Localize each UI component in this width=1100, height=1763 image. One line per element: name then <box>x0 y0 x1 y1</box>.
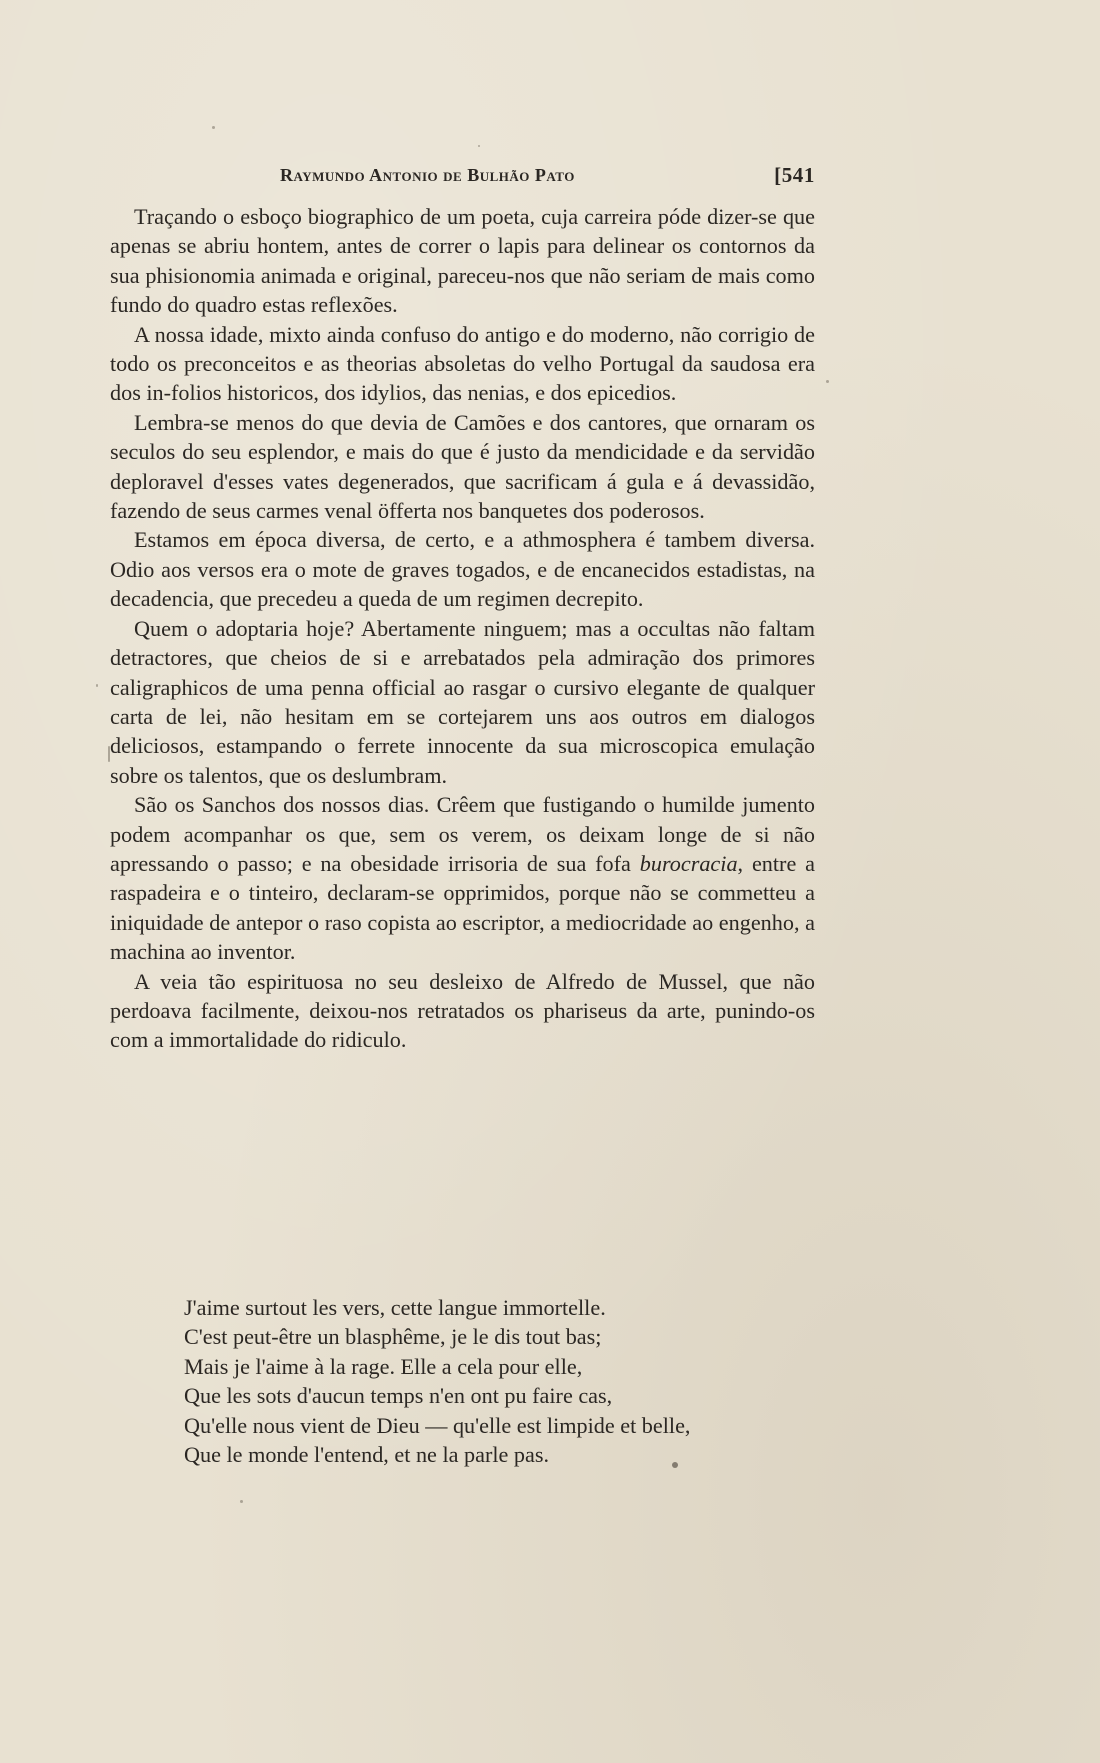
body-text <box>110 202 815 1055</box>
paragraph-text: , entre a raspadeira e o tinteiro, declaram-se opprimidos, porque não se commetteu a iniquidade de antepor o raso copista ao escriptor, a mediocridade ao engenho, a machina ao inventor. <box>110 850 816 965</box>
paragraph-text: A veia tão espirituosa no seu desleixo de Alfredo de Mussel, que não perdoava facilmente, deixou-nos retratados os phariseus da arte, punindo-os com a immortalidade do ridiculo. <box>110 968 815 1053</box>
paragraph-text: Estamos em época diversa, de certo, e a athmosphera é tambem diversa. Odio aos versos era o mote de graves togados, e de encanecidos estadistas, na decadencia, que precedeu a queda de um regimen decrepito. <box>110 527 815 612</box>
verse-line: C'est peut-être un blasphême, je le dis tout bas; <box>184 1324 602 1350</box>
paper-speck <box>212 126 215 129</box>
running-title: Raymundo Antonio de Bulhão Pato <box>280 165 575 185</box>
paper-speck <box>240 1500 243 1503</box>
verse-quotation <box>184 1293 804 1469</box>
running-header <box>110 163 815 187</box>
verse-line: J'aime surtout les vers, cette langue immortelle. <box>184 1295 606 1320</box>
page-number-value: 541 <box>781 163 815 187</box>
paper-speck <box>826 380 829 383</box>
verse-line: Mais je l'aime à la rage. Elle a cela pour elle, <box>184 1353 583 1379</box>
paragraph <box>110 320 815 408</box>
paragraph <box>110 525 815 613</box>
paragraph-text: Quem o adoptaria hoje? Abertamente ninguem; mas a occultas não faltam detractores, que cheios de si e arrebatados pela admiração dos primores caligraphicos de uma penna official ao rasgar o cursivo elegante de qualquer carta de lei, não hesitam em se cortejarem uns aos outros em dialogos deliciosos, estampando o ferrete innocente da sua microscopica emulação sobre os talentos, que os deslumbram. <box>110 615 815 788</box>
paper-speck <box>96 684 98 687</box>
paragraph-text: São os Sanchos dos nossos dias. Crêem que fustigando o humilde jumento podem acompanhar os que, sem os verem, os deixam longe de si não apressando o passo; e na obesidade irrisoria de sua fofa <box>110 792 815 876</box>
verse-line: Que les sots d'aucun temps n'en ont pu faire cas, <box>184 1383 613 1409</box>
paragraph <box>110 614 815 790</box>
italic-word: burocracia <box>639 850 738 876</box>
paragraph <box>110 967 815 1055</box>
verse-line: Que le monde l'entend, et ne la parle pas. <box>184 1442 550 1468</box>
paper-speck <box>478 145 480 147</box>
paragraph-text: A nossa idade, mixto ainda confuso do antigo e do moderno, não corrigio de todo os preconceitos e as theorias absoletas do velho Portugal da saudosa era dos in-folios historicos, dos idylios, das nenias, e dos epicedios. <box>110 321 815 406</box>
page-number: [541 <box>774 163 815 187</box>
verse-line: Qu'elle nous vient de Dieu — qu'elle est limpide et belle, <box>184 1412 691 1438</box>
paragraph <box>110 790 815 966</box>
paragraph <box>110 408 815 526</box>
paragraph-text: Lembra-se menos do que devia de Camões e dos cantores, que ornaram os seculos do seu esplendor, e mais do que é justo da mendicidade e da servidão deploravel d'esses vates degenerados, que sacrificam á gula e á devassidão, fazendo de seus carmes venal öfferta nos banquetes dos poderosos. <box>110 409 815 524</box>
paragraph-text: Traçando o esboço biographico de um poeta, cuja carreira póde dizer-se que apenas se abriu hontem, antes de correr o lapis para delinear os contornos da sua phisionomia animada e original, pareceu-nos que não seriam de mais como fundo do quadro estas reflexões. <box>110 204 815 318</box>
paragraph <box>110 202 815 320</box>
